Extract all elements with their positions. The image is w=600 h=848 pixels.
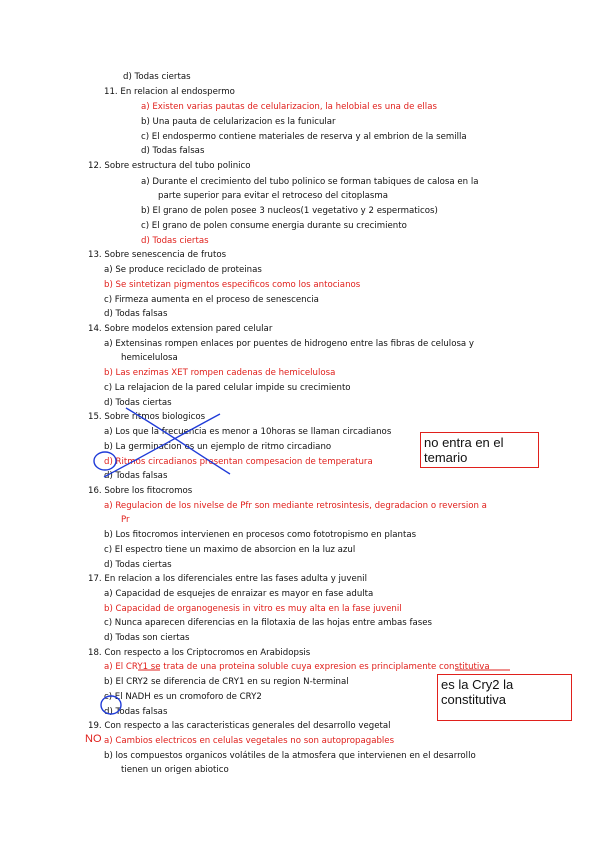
text-line: b) Capacidad de organogenesis in vitro es muy alta en la fase juvenil — [104, 604, 402, 614]
text-line: c) El endospermo contiene materiales de reserva y al embrion de la semilla — [141, 132, 467, 142]
text-line: 19. Con respecto a las caracteristicas generales del desarrollo vegetal — [88, 721, 391, 731]
text-line: d) Ritmos circadianos presentan compesacion de temperatura — [104, 457, 373, 467]
text-line: a) Durante el crecimiento del tubo polinico se forman tabiques de calosa en la — [141, 177, 479, 187]
comment-text: es la Cry2 la constitutiva — [441, 677, 514, 707]
text-line: b) Se sintetizan pigmentos especificos como los antocianos — [104, 280, 361, 290]
text-line: Pr — [121, 515, 130, 525]
text-line: a) Los que la frecuencia es menor a 10horas se llaman circadianos — [104, 427, 392, 437]
text-line: 14. Sobre modelos extension pared celular — [88, 324, 273, 334]
text-line: d) Todas falsas — [104, 309, 168, 319]
text-line: 15. Sobre ritmos biologicos — [88, 412, 206, 422]
text-line: 18. Con respecto a los Criptocromos en Arabidopsis — [88, 648, 311, 658]
no-annotation: NO — [85, 733, 102, 745]
text-line: 16. Sobre los fitocromos — [88, 486, 193, 496]
text-line: b) Los fitocromos intervienen en procesos como fototropismo en plantas — [104, 530, 417, 540]
text-line: 11. En relacion al endospermo — [104, 87, 235, 97]
text-line: a) Capacidad de esquejes de enraizar es mayor en fase adulta — [104, 589, 374, 599]
text-line: d) Todas ciertas — [104, 560, 172, 570]
text-line: 13. Sobre senescencia de frutos — [88, 250, 227, 260]
text-line: a) Cambios electricos en celulas vegetales no son autopropagables — [104, 736, 395, 746]
text-line: c) Nunca aparecen diferencias en la filotaxia de las hojas entre ambas fases — [104, 618, 432, 628]
text-line: 17. En relacion a los diferenciales entre las fases adulta y juvenil — [88, 574, 367, 584]
text-line: a) El CRY1 se trata de una proteina soluble cuya expresion es principlamente constitutiva — [104, 662, 490, 672]
text-line: a) Existen varias pautas de celularizacion, la helobial es una de ellas — [141, 102, 437, 112]
text-line: d) Todas ciertas — [104, 398, 172, 408]
text-line: tienen un origen abiotico — [121, 765, 229, 775]
text-line: a) Regulacion de los nivelse de Pfr son mediante retrosintesis, degradacion o reversion a — [104, 501, 487, 511]
comment-box-not-in-syllabus — [420, 432, 539, 468]
text-line: d) Todas ciertas — [141, 236, 209, 246]
text-line: b) Una pauta de celularizacion es la funicular — [141, 117, 336, 127]
text-line: d) Todas falsas — [141, 146, 205, 156]
text-line: hemicelulosa — [121, 353, 178, 363]
text-line: d) Todas son ciertas — [104, 633, 190, 643]
text-line: c) Firmeza aumenta en el proceso de senescencia — [104, 295, 319, 305]
text-line: b) Las enzimas XET rompen cadenas de hemicelulosa — [104, 368, 336, 378]
text-line: b) El grano de polen posee 3 nucleos(1 vegetativo y 2 espermaticos) — [141, 206, 438, 216]
text-line: b) los compuestos organicos volátiles de la atmosfera que intervienen en el desarrollo — [104, 751, 476, 761]
text-line: c) La relajacion de la pared celular impide su crecimiento — [104, 383, 351, 393]
text-line: b) El CRY2 se diferencia de CRY1 en su region N-terminal — [104, 677, 349, 687]
text-line: c) El espectro tiene un maximo de absorcion en la luz azul — [104, 545, 356, 555]
text-line: d) Todas falsas — [104, 707, 168, 717]
text-line: parte superior para evitar el retroceso del citoplasma — [158, 191, 388, 201]
text-line: c) El grano de polen consume energia durante su crecimiento — [141, 221, 407, 231]
text-line: d) Todas ciertas — [123, 72, 191, 82]
text-line: d) Todas falsas — [104, 471, 168, 481]
comment-box-cry2-constitutive — [437, 674, 572, 721]
comment-text: no entra en el temario — [424, 435, 504, 465]
text-line: c) El NADH es un cromoforo de CRY2 — [104, 692, 262, 702]
text-line: 12. Sobre estructura del tubo polinico — [88, 161, 251, 171]
text-line: a) Extensinas rompen enlaces por puentes de hidrogeno entre las fibras de celulosa y — [104, 339, 475, 349]
text-line: b) La germinacion es un ejemplo de ritmo circadiano — [104, 442, 332, 452]
text-line: a) Se produce reciclado de proteinas — [104, 265, 262, 275]
